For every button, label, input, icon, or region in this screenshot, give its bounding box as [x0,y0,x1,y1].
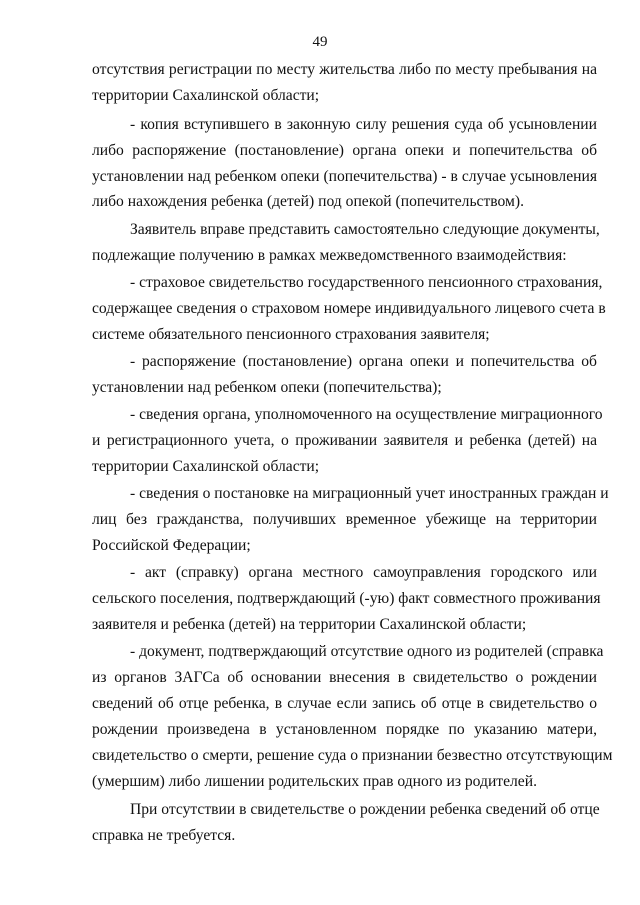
text-line: содержащее сведения о страховом номере индивидуального лицевого счета в [92,300,606,317]
text-line: - страховое свидетельство государственного пенсионного страхования, [130,274,603,291]
text-line: справка не требуется. [92,827,236,844]
text-line: (умершим) либо лишении родительских прав одного из родителей. [92,773,537,790]
text-line: свидетельство о смерти, решение суда о признании безвестно отсутствующим [92,747,613,764]
text-line: отсутствия регистрации по месту жительства либо по месту пребывания на [92,61,597,78]
text-line: сведений об отце ребенка, в случае если запись об отце в свидетельство о [92,695,597,712]
text-line: Российской Федерации; [92,537,251,554]
text-line: либо нахождения ребенка (детей) под опекой (попечительством). [92,193,525,210]
text-line: установлении над ребенком опеки (попечительства); [92,379,442,396]
text-line: установлении над ребенком опеки (попечительства) - в случае усыновления [92,168,597,185]
text-line: При отсутствии в свидетельстве о рождении ребенка сведений об отце [130,801,600,818]
text-line: системе обязательного пенсионного страхования заявителя; [92,326,490,343]
text-line: - сведения о постановке на миграционный учет иностранных граждан и [130,485,609,502]
text-line: лиц без гражданства, получивших временное убежище на территории [92,511,597,528]
text-line: либо распоряжение (постановление) органа опеки и попечительства об [92,142,597,159]
text-line: территории Сахалинской области; [92,458,320,475]
text-line: подлежащие получению в рамках межведомственного взаимодействия: [92,247,567,264]
text-line: - распоряжение (постановление) органа опеки и попечительства об [130,353,597,370]
text-line: рождении произведена в установленном порядке по указанию матери, [92,721,597,738]
text-line: - копия вступившего в законную силу решения суда об усыновлении [130,116,597,133]
text-line: из органов ЗАГСа об основании внесения в свидетельство о рождении [92,669,597,686]
text-line: - сведения органа, уполномоченного на осуществление миграционного [130,406,603,423]
text-line: и регистрационного учета, о проживании заявителя и ребенка (детей) на [92,432,597,449]
text-line: - акт (справку) органа местного самоуправления городского или [130,564,597,581]
text-line: - документ, подтверждающий отсутствие одного из родителей (справка [130,643,604,660]
text-line: заявителя и ребенка (детей) на территории Сахалинской области; [92,616,527,633]
text-line: территории Сахалинской области; [92,87,320,104]
page-number: 49 [312,34,328,50]
text-line: сельского поселения, подтверждающий (-ую) факт совместного проживания [92,590,601,607]
text-line: Заявитель вправе представить самостоятельно следующие документы, [130,221,600,238]
